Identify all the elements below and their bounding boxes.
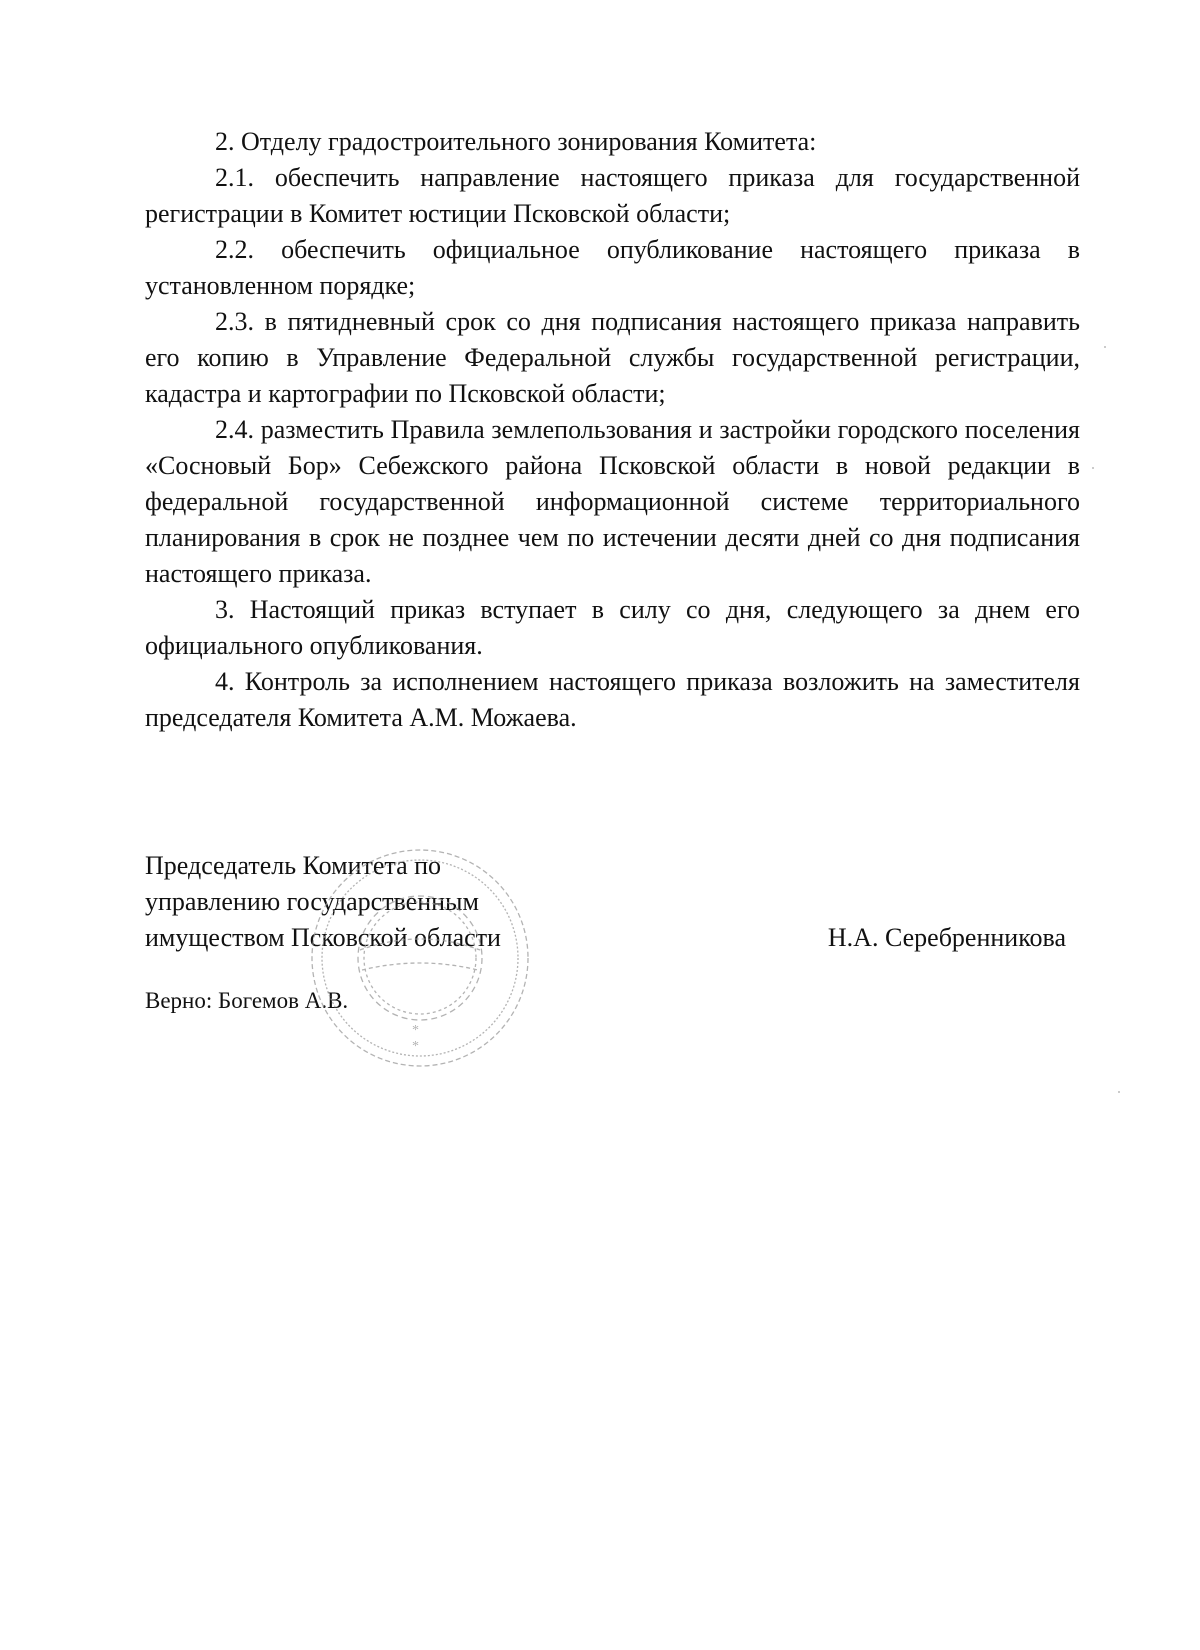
paragraph-2: 2. Отделу градостроительного зонирования Комитета: [215, 127, 817, 156]
scan-speck [1104, 346, 1106, 348]
paragraph-2-4: 2.4. разместить Правила землепользования и застройки городского поселения «Сосновый Бор» Себежского района Псковской области в новой редакции в федеральной государственной информационной системе территориального планирования в срок не позднее чем по истечении десяти дней со дня подписания настоящего приказа. [145, 415, 1080, 588]
certified-copy-note: Верно: Богемов А.В. [145, 988, 349, 1013]
paragraph-4: 4. Контроль за исполнением настоящего приказа возложить на заместителя председателя Комитета А.М. Можаева. [145, 667, 1080, 732]
svg-text:*: * [412, 1039, 419, 1054]
signatory-title-line-3: имуществом Псковской области [145, 923, 501, 952]
svg-text:*: * [412, 1023, 419, 1038]
paragraph-2-2: 2.2. обеспечить официальное опубликование настоящего приказа в установленном порядке; [145, 235, 1080, 300]
round-seal-icon [300, 838, 540, 1078]
paragraph-3: 3. Настоящий приказ вступает в силу со дня, следующего за днем его официального опубликования. [145, 595, 1080, 660]
paragraph-2-1: 2.1. обеспечить направление настоящего приказа для государственной регистрации в Комитет юстиции Псковской области; [145, 163, 1080, 228]
document-body [145, 124, 1080, 736]
scan-speck [1118, 1091, 1120, 1093]
signatory-title-line-2: управлению государственным [145, 887, 479, 916]
signature-block [145, 848, 1080, 1013]
paragraph-2-3: 2.3. в пятидневный срок со дня подписания настоящего приказа направить его копию в Управление Федеральной службы государственной регистрации, кадастра и картографии по Псковской области; [145, 307, 1080, 408]
signatory-name: Н.А. Серебренникова [827, 923, 1066, 952]
scan-speck [1092, 467, 1094, 469]
signatory-title-line-1: Председатель Комитета по [145, 851, 442, 880]
